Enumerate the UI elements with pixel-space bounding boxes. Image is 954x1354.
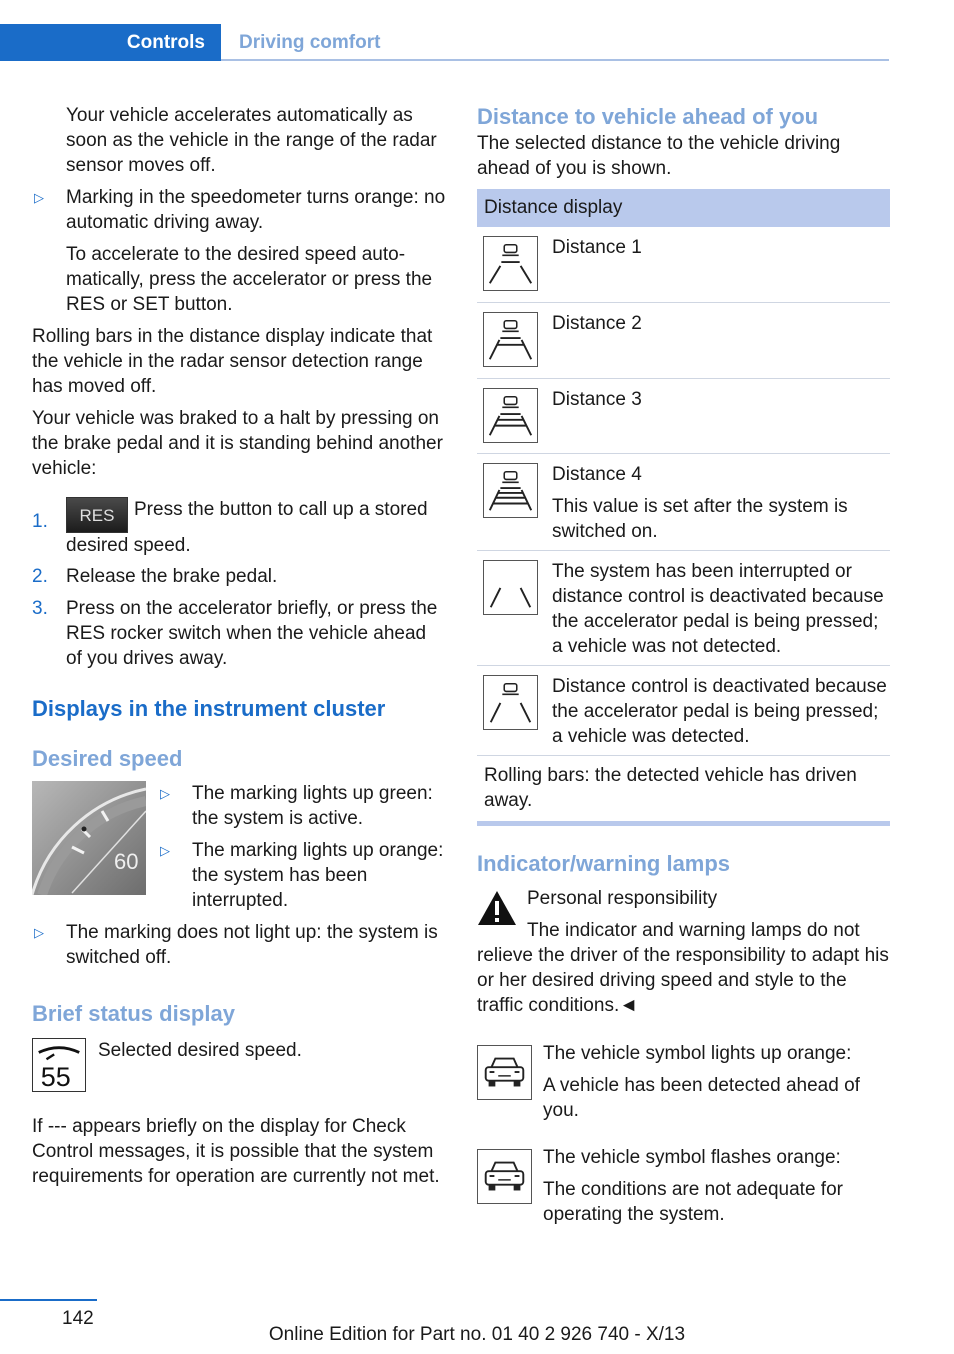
res-button-icon: RES [66,497,128,533]
distance-row-text: Distance 1 [552,237,642,258]
distance-row-text: Distance 2 [552,313,642,334]
heading-distance: Distance to vehicle ahead of you [477,104,819,129]
check-control-paragraph: If --- appears briefly on the display for Check Control messages, it is possible that the system requirements for operation are currently not met. [32,1116,440,1187]
set-speed-number: 55 [40,1062,71,1092]
heading-desired-speed: Desired speed [32,746,183,771]
distance-row-interrupted [477,551,890,666]
step-text: Press on the accelerator briefly, or press the RES rocker switch when the vehicle ahead of you drives away. [66,598,438,669]
step-1 [32,497,447,558]
step-number: 3. [32,598,48,619]
braked-paragraph: Your vehicle was braked to a halt by pressing on the brake pedal and it is standing behind another vehicle: [32,408,443,479]
no-vehicle-icon [483,560,538,615]
distance-4-label: Distance 4 [552,464,642,485]
distance-row-2 [477,303,890,379]
lamp-text [543,1041,890,1123]
warning-block [477,886,890,1018]
distance-paragraph: The selected distance to the vehicle driving ahead of you is shown. [477,133,841,179]
distance-row-text: The system has been interrupted or distance control is deactivated because the accelerator pedal is being pressed; a vehicle was not detected. [552,561,884,657]
lamp2-text: The conditions are not adequate for operating the system. [543,1179,843,1225]
step-2 [32,564,447,589]
bullet-triangle-icon: ▷ [160,843,170,858]
speedometer-gauge-icon [32,781,146,895]
page-number: 142 [62,1308,94,1329]
footer-edition: Online Edition for Part no. 01 40 2 926 740 - X/13 [268,1324,686,1345]
distance-row-4 [477,454,890,551]
brief-status-text: Selected desired speed. [98,1040,302,1061]
vehicle-symbol-icon [477,1149,532,1204]
rolling-bars-paragraph: Rolling bars in the distance display indicate that the vehicle in the radar sensor detection range has moved off. [32,326,433,397]
left-column [32,103,447,1196]
bullet-interrupted [158,838,447,913]
bullet-text: The marking does not light up: the system is switched off. [66,922,438,968]
bullet-text: The marking lights up green: the system is active. [192,783,433,829]
gauge-number: 60 [114,849,139,874]
desired-speed-block [32,781,447,913]
brief-status-block [32,1038,447,1108]
step-text: Press the button to call up a stored desired speed. [66,499,428,556]
warning-text: The indicator and warning lamps do not relieve the driver of the responsibility to adapt his or her desired driving speed and style to the traffic conditions.◄ [477,920,889,1016]
distance-row-deactivated [477,666,890,756]
distance-row-text: Distance control is deactivated because the accelerator pedal is being pressed; a vehicle was detected. [552,676,887,747]
heading-lamps: Indicator/warning lamps [477,851,731,876]
bullet-triangle-icon: ▷ [160,786,170,801]
set-speed-icon [32,1038,86,1092]
bullet-text: Marking in the speedometer turns orange: no automatic driving away. [66,187,446,233]
distance-2-icon [483,312,538,367]
page-number-rule [0,1299,97,1301]
warning-title: Personal responsibility [527,888,718,909]
lamp-flashes [477,1145,890,1227]
vehicle-symbol-icon [477,1045,532,1100]
distance-table-footer: Rolling bars: the detected vehicle has driven away. [477,756,890,826]
distance-row-1 [477,227,890,303]
header-rule [221,59,889,61]
intro-paragraph: Your vehicle accelerates automatically as soon as the vehicle in the range of the radar sensor moves off. [66,105,437,176]
header-subsection: Driving comfort [239,32,381,53]
header-section-tab: Controls [0,24,221,61]
bullet-off [32,920,447,970]
distance-4-icon [483,463,538,518]
distance-4-note: This value is set after the system is switched on. [552,496,848,542]
accelerate-paragraph: To accelerate to the desired speed automatically, press the accelerator or press the RES or SET button. [66,244,433,315]
lamp1-title: The vehicle symbol lights up orange: [543,1043,852,1064]
vehicle-detected-icon [483,675,538,730]
bullet-triangle-icon: ▷ [34,190,44,205]
heading-displays: Displays in the instrument cluster [32,696,386,721]
distance-row-text: Distance 3 [552,389,642,410]
lamp-text [543,1145,890,1227]
desired-speed-bullets [158,781,447,913]
right-column [477,103,890,1227]
bullet-triangle-icon: ▷ [34,925,44,940]
heading-brief-status: Brief status display [32,1001,235,1026]
step-number: 1. [32,511,48,532]
bullet-green [158,781,447,831]
distance-table-header: Distance display [477,189,890,227]
distance-1-icon [483,236,538,291]
lamp-lights-up [477,1041,890,1123]
bullet-text: The marking lights up orange: the system has been interrupted. [192,840,444,911]
distance-row-text [552,454,890,544]
lamp2-title: The vehicle symbol flashes orange: [543,1147,841,1168]
distance-row-3 [477,379,890,454]
lamp1-text: A vehicle has been detected ahead of you. [543,1075,860,1121]
step-text: Release the brake pedal. [66,566,278,587]
step-3 [32,596,447,671]
distance-3-icon [483,388,538,443]
warning-triangle-icon [477,890,517,926]
bullet-orange [32,185,447,235]
step-number: 2. [32,566,48,587]
